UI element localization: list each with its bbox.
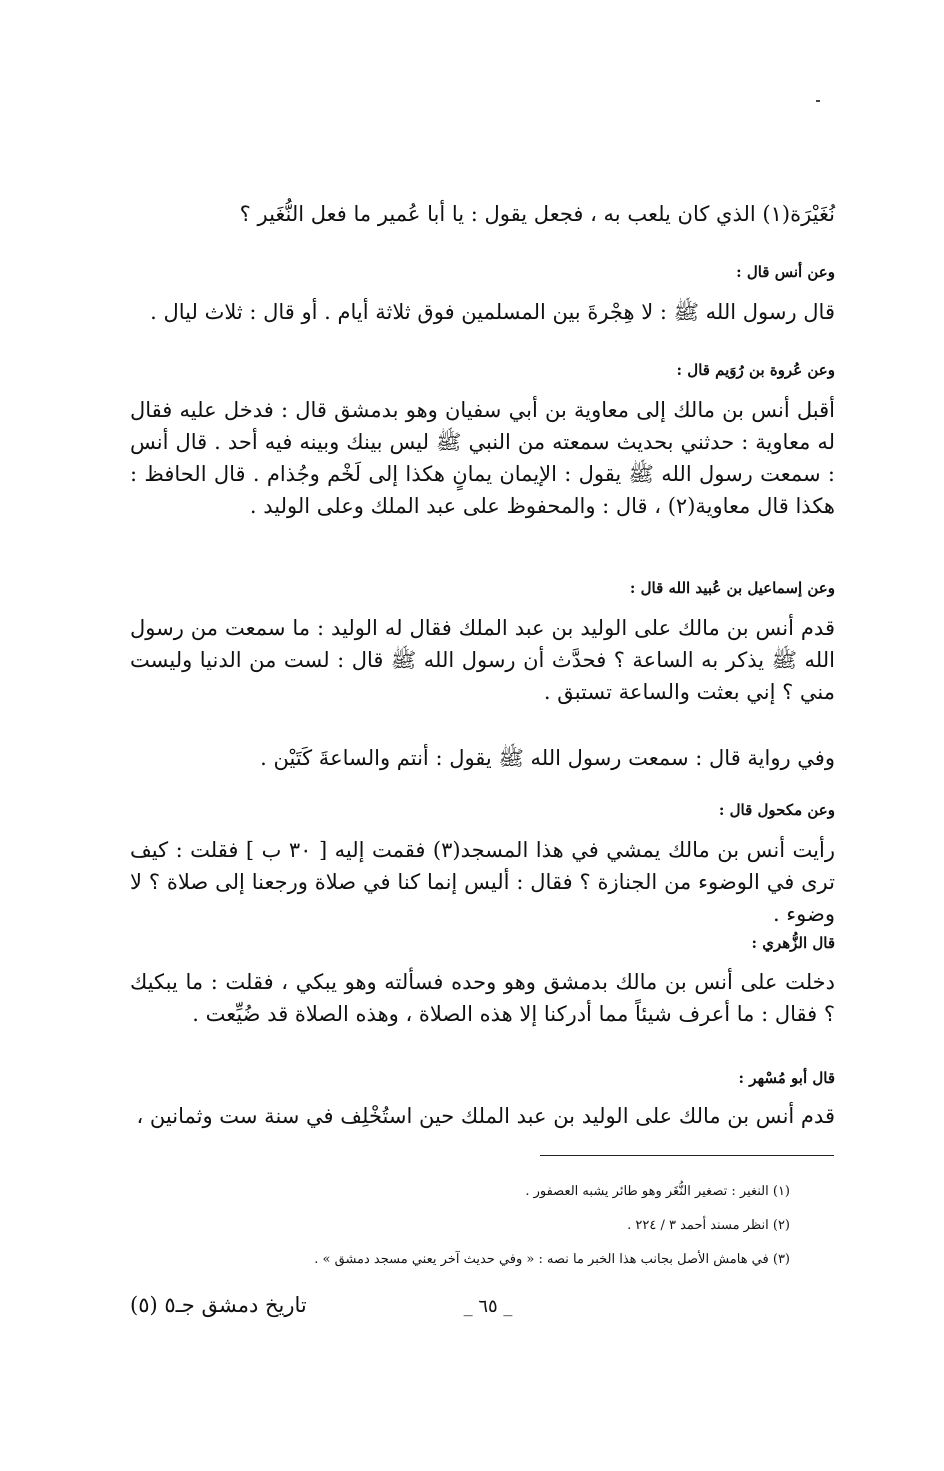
paragraph-hijra: قال رسول الله ﷺ : لا هِجْرةَ بين المسلمين فوق ثلاثة أيام . أو قال : ثلاث ليال . <box>150 300 835 324</box>
narration-heading-makhul: وعن مكحول قال : <box>718 801 835 819</box>
footnote-2: (٢) انظر مسند أحمد ٣ / ٢٢٤ . <box>627 1218 790 1233</box>
paragraph-abu-mushir: قدم أنس بن مالك على الوليد بن عبد الملك حين استُخْلِف في سنة ست وثمانين ، <box>136 1104 835 1128</box>
narration-heading-urwa: وعن عُروة بن رُوَيم قال : <box>676 361 835 379</box>
paragraph-muawiya: أقبل أنس بن مالك إلى معاوية بن أبي سفيان وهو بدمشق قال : فدخل عليه فقال له معاوية : حدثني بحديث سمعته من النبي ﷺ ليس بينك وبينه فيه أحد . قال أنس : سمعت رسول الله ﷺ يقول : الإيمان يمانٍ هكذا إلى لَخْم وجُذام . قال الحافظ : هكذا قال معاوية(٢) ، قال : والمحفوظ على عبد الملك وعلى الوليد . <box>130 398 835 518</box>
narration-heading-zuhri: قال الزُّهري : <box>751 934 835 952</box>
paragraph-riwaya: وفي رواية قال : سمعت رسول الله ﷺ يقول : أنتم والساعةَ كَتَيْن . <box>260 746 835 770</box>
stray-mark <box>816 100 820 102</box>
narration-heading-anas: وعن أنس قال : <box>736 263 835 281</box>
footnote-3: (٣) في هامش الأصل بجانب هذا الخبر ما نصه : « وفي حديث آخر يعني مسجد دمشق » . <box>314 1252 790 1267</box>
footer-book-title: تاريخ دمشق جـ٥ (٥) <box>130 1293 307 1317</box>
footnote-1: (١) النغير : تصغير النُّغَر وهو طائر يشبه العصفور . <box>525 1184 790 1199</box>
paragraph-masjid: رأيت أنس بن مالك يمشي في هذا المسجد(٣) فقمت إليه [ ٣٠ ب ] فقلت : كيف ترى في الوضوء من الجنازة ؟ فقال : أليس إنما كنا في صلاة ورجعنا إلى صلاة ؟ لا وضوء . <box>130 838 835 926</box>
paragraph-walid: قدم أنس بن مالك على الوليد بن عبد الملك فقال له الوليد : ما سمعت من رسول الله ﷺ يذكر به الساعة ؟ فحدَّث أن رسول الله ﷺ قال : لست من الدنيا وليست مني ؟ إني بعثت والساعة تستبق . <box>130 616 835 704</box>
narration-heading-ismail: وعن إسماعيل بن عُبيد الله قال : <box>629 579 835 597</box>
footer-page-number: _ ٦٥ _ <box>463 1296 513 1317</box>
paragraph-continuation: نُغَيْرَة(١) الذي كان يلعب به ، فجعل يقول : يا أبا عُمير ما فعل النُّغَير ؟ <box>239 202 835 226</box>
paragraph-zuhri: دخلت على أنس بن مالك بدمشق وهو وحده فسألته وهو يبكي ، فقلت : ما يبكيك ؟ فقال : ما أعرف شيئاً مما أدركنا إلا هذه الصلاة ، وهذه الصلاة قد ضُيِّعت . <box>130 970 835 1026</box>
narration-heading-abu-mushir: قال أبو مُسْهر : <box>738 1069 835 1087</box>
footnote-separator <box>540 1155 834 1156</box>
